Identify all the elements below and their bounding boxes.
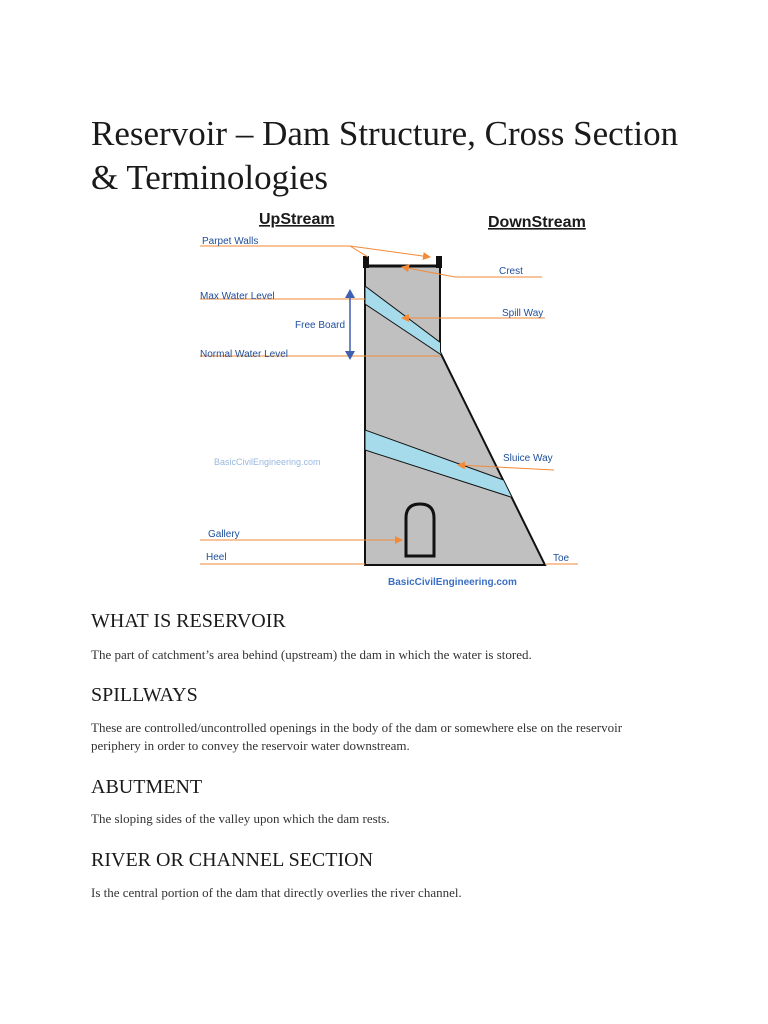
section-heading-reservoir: WHAT IS RESERVOIR	[91, 610, 286, 632]
label-free-board: Free Board	[295, 320, 346, 331]
label-sluice-way: Sluice Way	[503, 453, 553, 464]
label-max-water-level: Max Water Level	[200, 291, 275, 302]
dam-cross-section-diagram	[190, 200, 610, 600]
section-text-abutment: The sloping sides of the valley upon which the dam rests.	[91, 811, 390, 826]
diagram-source: BasicCivilEngineering.com	[388, 577, 517, 588]
label-normal-water-level: Normal Water Level	[200, 349, 288, 360]
section-heading-river-channel: RIVER OR CHANNEL SECTION	[91, 849, 374, 871]
label-crest: Crest	[499, 266, 523, 277]
section-text-spillways: These are controlled/uncontrolled openings in the body of the dam or somewhere else on the reservoir periphery in order to convey the reservoir water downstream.	[91, 720, 623, 753]
downstream-header: DownStream	[488, 214, 586, 231]
section-heading-abutment: ABUTMENT	[91, 776, 203, 798]
page-title: Reservoir – Dam Structure, Cross Section & Terminologies	[91, 114, 679, 197]
label-toe: Toe	[553, 553, 570, 564]
upstream-header: UpStream	[259, 211, 335, 228]
label-spill-way: Spill Way	[502, 308, 544, 319]
label-parapet-walls: Parpet Walls	[202, 236, 259, 247]
section-text-reservoir: The part of catchment’s area behind (upstream) the dam in which the water is stored.	[91, 647, 532, 662]
section-text-river-channel: Is the central portion of the dam that directly overlies the river channel.	[91, 885, 462, 900]
label-gallery: Gallery	[208, 529, 240, 540]
label-heel: Heel	[206, 552, 227, 563]
section-heading-spillways: SPILLWAYS	[91, 684, 198, 706]
gallery-opening	[406, 504, 434, 556]
diagram-watermark: BasicCivilEngineering.com	[214, 457, 321, 467]
